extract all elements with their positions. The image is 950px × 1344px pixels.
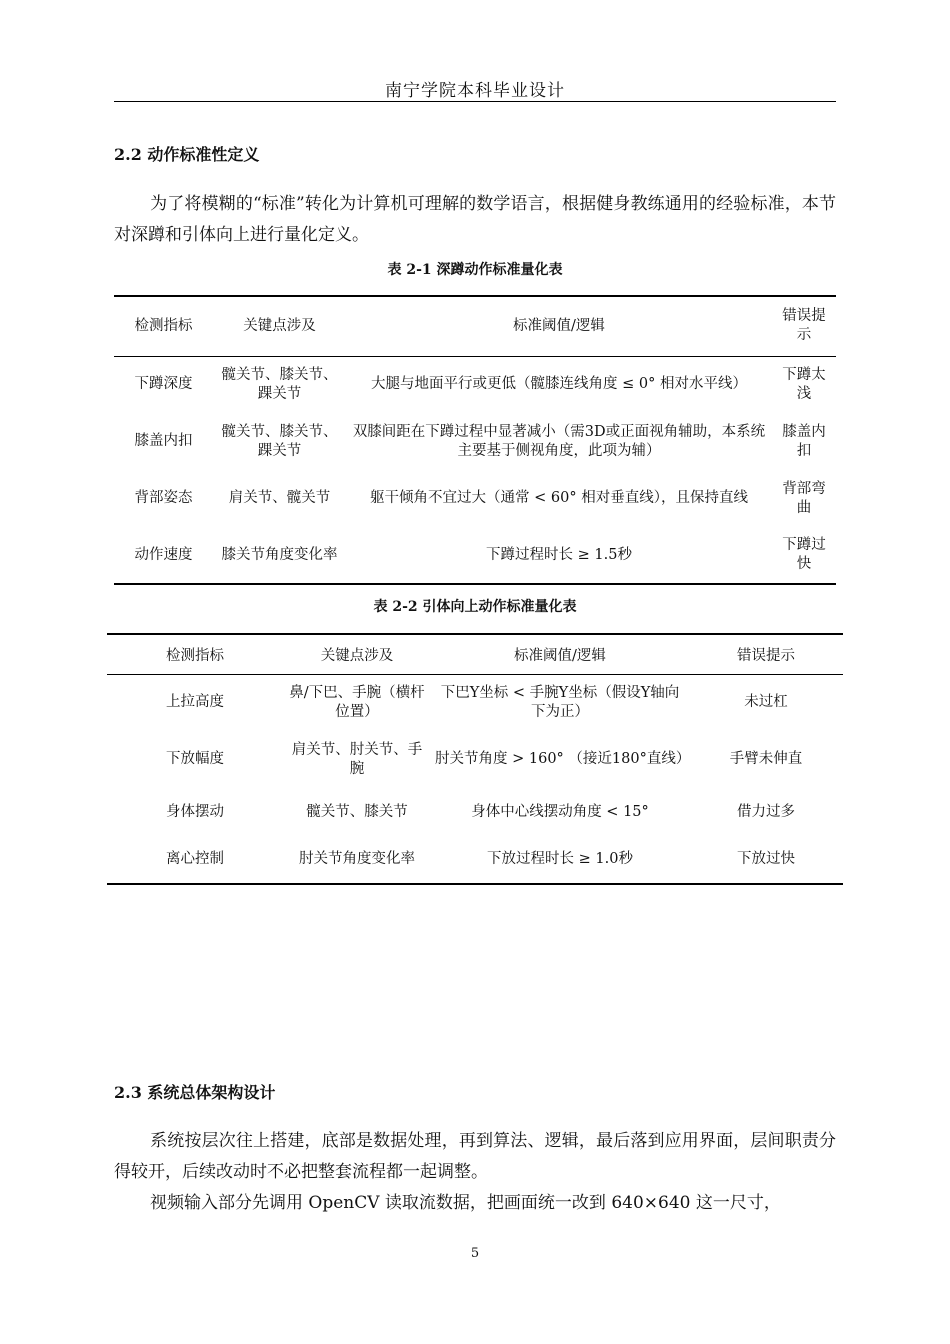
table-cell: 肩关节、肘关节、手腕: [291, 741, 423, 777]
page-number: 5: [470, 1246, 480, 1261]
table-cell: 鼻/下巴、手腕（横杆位置）: [289, 684, 425, 720]
table-cell: 动作速度: [134, 546, 193, 563]
table-cell: 髋关节、膝关节、踝关节: [221, 423, 338, 459]
table-cell: 下放幅度: [166, 751, 224, 767]
section-title-2-2: 2.2 动作标准性定义: [114, 145, 260, 164]
table-cell: 下蹲过程时长 ≥ 1.5秒: [486, 546, 632, 563]
table-header-row: [107, 634, 843, 674]
table-cell: 背部姿态: [134, 490, 193, 506]
table-cell: 离心控制: [166, 851, 224, 867]
table-cell: 膝盖内扣: [134, 433, 193, 449]
table-header-cell: 检测指标: [114, 296, 213, 356]
table-row: [114, 356, 836, 413]
table-cell: 躯干倾角不宜过大（通常 < 60° 相对垂直线），且保持直线: [370, 490, 748, 506]
pullup-standard-table: [107, 633, 843, 885]
table-cell: 肘关节角度变化率: [299, 851, 415, 867]
table-header-cell: 检测指标: [107, 634, 283, 674]
table-cell: 上拉高度: [166, 694, 224, 711]
table2-caption: 表 2-2 引体向上动作标准量化表: [373, 599, 577, 615]
table-header-cell: 关键点涉及: [213, 296, 346, 356]
table-cell: 身体摆动: [166, 803, 224, 820]
table-row: [107, 788, 843, 836]
table-row: [107, 674, 843, 731]
table-cell: 下放过快: [737, 851, 795, 867]
table-header-cell: 关键点涉及: [283, 634, 431, 674]
table-row: [107, 836, 843, 884]
table-header-cell: 错误提示: [772, 296, 836, 356]
table-cell: 未过杠: [744, 694, 788, 711]
table-cell: 手臂未伸直: [729, 751, 803, 767]
table-cell: 身体中心线摆动角度 < 15°: [471, 803, 649, 820]
section-2-2-paragraph: 为了将模糊的“标准”转化为计算机可理解的数学语言，根据健身教练通用的经验标准，本节对深蹲和引体向上进行量化定义。: [114, 194, 836, 245]
table-cell: 下放过程时长 ≥ 1.0秒: [487, 851, 633, 867]
table-row: [114, 413, 836, 470]
section-2-3-paragraph-2: 视频输入部分先调用 OpenCV 读取流数据，把画面统一改到 640×640 这一尺寸，: [150, 1193, 781, 1213]
table-cell: 髋关节、膝关节、踝关节: [221, 366, 338, 402]
table-header-cell: 标准阈值/逻辑: [346, 296, 772, 356]
table-cell: 膝关节角度变化率: [221, 546, 338, 563]
table-header-cell: 标准阈值/逻辑: [431, 634, 689, 674]
table-cell: 肩关节、髋关节: [228, 490, 331, 506]
table-cell: 背部弯曲: [782, 480, 826, 516]
table1-caption: 表 2-1 深蹲动作标准量化表: [387, 262, 563, 278]
table-cell: 下蹲过快: [782, 537, 826, 572]
section-title-2-3: 2.3 系统总体架构设计: [114, 1083, 276, 1102]
table-row: [114, 527, 836, 584]
section-2-3-paragraph-1: 系统按层次往上搭建，底部是数据处理，再到算法、逻辑，最后落到应用界面，层间职责分得较开，后续改动时不必把整套流程都一起调整。: [114, 1131, 836, 1182]
squat-standard-table: [114, 295, 836, 585]
table-cell: 下巴Y坐标 < 手腕Y坐标（假设Y轴向下为正）: [440, 684, 680, 720]
table-cell: 膝盖内扣: [782, 423, 826, 459]
header-divider: [114, 101, 836, 102]
table-row: [114, 470, 836, 527]
table-cell: 大腿与地面平行或更低（髋膝连线角度 ≤ 0° 相对水平线）: [371, 376, 747, 393]
table-cell: 下蹲深度: [134, 376, 193, 393]
table-row: [107, 731, 843, 788]
page-header-title: 南宁学院本科毕业设计: [385, 81, 565, 101]
table-cell: 肘关节角度 > 160° （接近180°直线）: [435, 751, 691, 767]
table-header-cell: 错误提示: [689, 634, 843, 674]
table-cell: 髋关节、膝关节: [306, 803, 408, 820]
table-cell: 下蹲太浅: [782, 366, 826, 402]
table-cell: 双膝间距在下蹲过程中显著减小（需3D或正面视角辅助，本系统主要基于侧视角度，此项为辅）: [352, 423, 766, 459]
table-cell: 借力过多: [737, 803, 795, 820]
table-header-row: [114, 296, 836, 356]
